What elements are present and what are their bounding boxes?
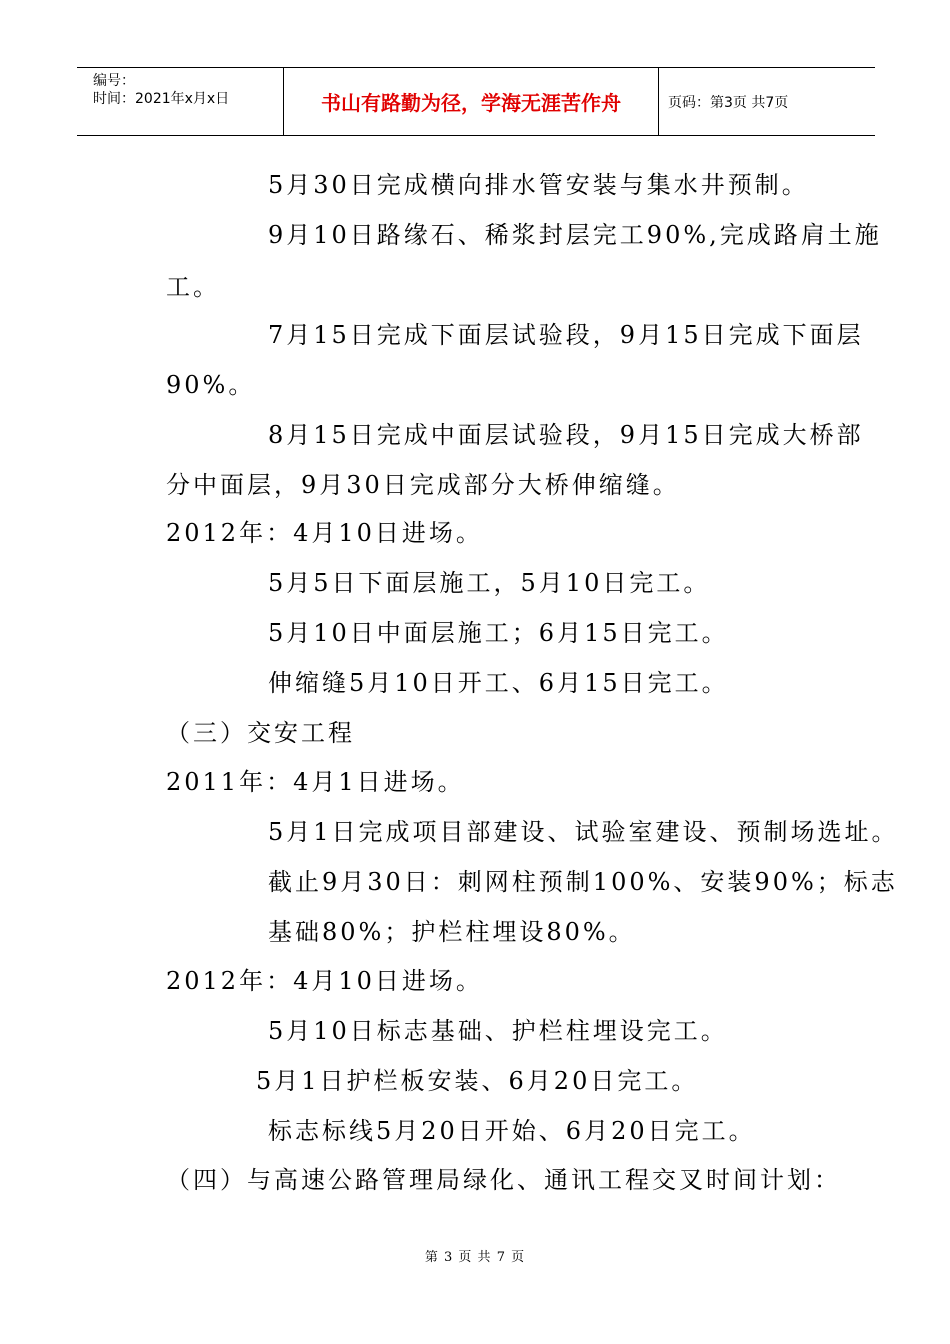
- header-motto: 书山有路勤为径，学海无涯苦作舟: [284, 68, 659, 135]
- body-line: 5月1日完成项目部建设、试验室建设、预制场选址。: [268, 818, 899, 846]
- body-line: 5月1日护栏板安装、6月20日完工。: [256, 1067, 699, 1095]
- body-line: 8月15日完成中面层试验段，9月15日完成大桥部: [268, 421, 864, 449]
- document-number-label: 编号：: [93, 73, 135, 89]
- body-line: 分中面层，9月30日完成部分大桥伸缩缝。: [166, 471, 680, 499]
- body-line: 5月10日标志基础、护栏柱埋设完工。: [268, 1017, 728, 1045]
- document-time-label: 时间：2021年x月x日: [93, 91, 230, 107]
- body-line: 5月10日中面层施工；6月15日完工。: [268, 619, 729, 647]
- section-heading: （四）与高速公路管理局绿化、通讯工程交叉时间计划：: [166, 1166, 841, 1194]
- body-line: 基础80%；护栏柱埋设80%。: [268, 918, 636, 946]
- body-line: 2012年：4月10日进场。: [166, 519, 483, 547]
- body-line: 工。: [166, 273, 220, 301]
- section-heading: （三）交安工程: [166, 719, 355, 747]
- header-page-code: 页码：第3页 共7页: [668, 94, 789, 111]
- body-line: 9月10日路缘石、稀浆封层完工90%,完成路肩土施: [268, 221, 882, 249]
- body-line: 截止9月30日：刺网柱预制100%、安装90%；标志: [268, 868, 898, 896]
- header-meta-cell: [77, 68, 284, 135]
- body-line: 2011年：4月1日进场。: [166, 768, 465, 796]
- body-line: 伸缩缝5月10日开工、6月15日完工。: [268, 669, 729, 697]
- body-line: 5月30日完成横向排水管安装与集水井预制。: [268, 171, 809, 199]
- document-header: [77, 67, 875, 136]
- body-line: 5月5日下面层施工，5月10日完工。: [268, 569, 711, 597]
- body-line: 7月15日完成下面层试验段，9月15日完成下面层: [268, 321, 864, 349]
- body-line: 2012年：4月10日进场。: [166, 967, 483, 995]
- body-line: 标志标线5月20日开始、6月20日完工。: [268, 1117, 756, 1145]
- body-line: 90%。: [166, 371, 256, 399]
- page-footer: 第 3 页 共 7 页: [424, 1250, 526, 1265]
